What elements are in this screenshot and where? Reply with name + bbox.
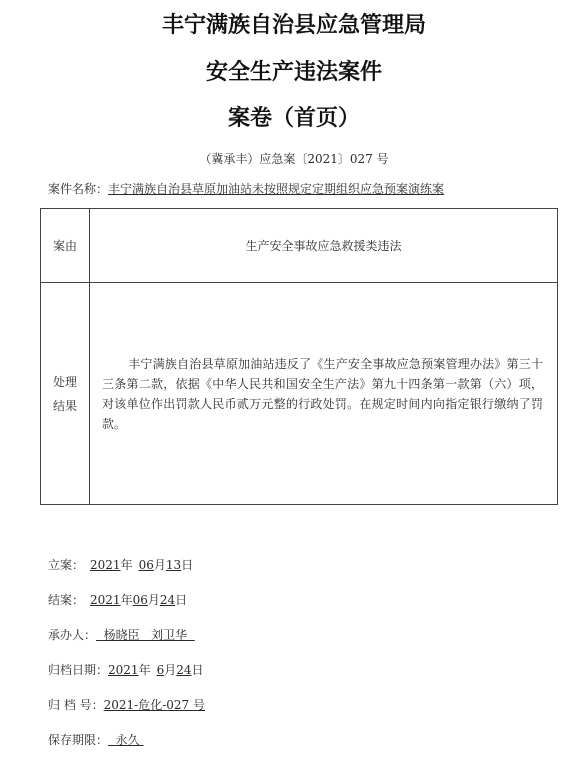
filing-year-unit: 年 bbox=[120, 558, 133, 572]
retention-value-wrap bbox=[108, 733, 143, 747]
filing-day-unit: 日 bbox=[181, 558, 194, 572]
closing-year: 2021 bbox=[90, 593, 121, 607]
closing-day: 24 bbox=[159, 593, 176, 607]
doc-type-title: 安全生产违法案件 bbox=[205, 60, 382, 85]
filing-month: 06 bbox=[138, 558, 154, 572]
filing-date-row bbox=[48, 556, 193, 573]
archive-day-unit: 日 bbox=[191, 663, 204, 677]
archive-date-row bbox=[48, 661, 204, 678]
handler-label: 承办人： bbox=[48, 628, 97, 642]
result-text: 丰宁满族自治县草原加油站违反了《生产安全事故应急预案管理办法》第三十三条第二款，依据《中华人民共和国安全生产法》第九十四条第一款第（六）项，对该单位作出罚款人民币贰万元整的行政处罚。在规定时间内向指定银行缴纳了罚款。 bbox=[102, 356, 543, 431]
case-table bbox=[40, 208, 558, 505]
reason-value: 生产安全事故应急救援类违法 bbox=[90, 209, 558, 283]
closing-year-unit: 年 bbox=[120, 593, 133, 607]
result-row bbox=[41, 283, 558, 505]
filing-month-unit: 月 bbox=[153, 558, 166, 572]
retention-row bbox=[48, 731, 144, 748]
archive-day: 24 bbox=[176, 663, 192, 677]
archive-number-row bbox=[48, 696, 205, 713]
retention-label: 保存期限： bbox=[48, 733, 109, 747]
closing-month: 06 bbox=[132, 593, 148, 607]
document-number: （冀承丰）应急案〔2021〕027 号 bbox=[199, 152, 389, 166]
page-title: 案卷（首页） bbox=[227, 106, 360, 131]
archive-year-unit: 年 bbox=[138, 663, 151, 677]
filing-label: 立案： bbox=[48, 558, 85, 572]
archive-month-unit: 月 bbox=[164, 663, 177, 677]
archive-number-label: 归 档 号： bbox=[48, 698, 104, 712]
closing-day-unit: 日 bbox=[175, 593, 188, 607]
handler-name-2: 刘卫华 bbox=[151, 628, 188, 642]
result-label-line-1: 处理 bbox=[52, 374, 77, 389]
filing-year: 2021 bbox=[90, 558, 121, 572]
closing-label: 结案： bbox=[48, 593, 85, 607]
archive-date-label: 归档日期： bbox=[48, 663, 109, 677]
archive-month: 6 bbox=[156, 663, 165, 677]
case-name-label: 案件名称： bbox=[48, 182, 109, 196]
archive-year: 2021 bbox=[108, 663, 139, 677]
reason-label: 案由 bbox=[41, 209, 90, 283]
reason-row bbox=[41, 209, 558, 283]
case-name-row bbox=[48, 180, 444, 197]
handler-name-1: 杨晓臣 bbox=[103, 628, 140, 642]
retention-value: 永久 bbox=[115, 733, 140, 747]
handler-names bbox=[96, 628, 195, 642]
case-name-value: 丰宁满族自治县草原加油站未按照规定定期组织应急预案演练案 bbox=[108, 182, 445, 196]
result-label bbox=[41, 283, 90, 505]
closing-date-row bbox=[48, 591, 187, 608]
result-text-cell bbox=[90, 283, 558, 505]
closing-month-unit: 月 bbox=[147, 593, 160, 607]
result-label-line-2: 结果 bbox=[52, 398, 77, 413]
handler-row bbox=[48, 626, 195, 643]
filing-day: 13 bbox=[165, 558, 182, 572]
archive-number-value: 2021-危化-027 号 bbox=[103, 698, 206, 712]
org-title: 丰宁满族自治县应急管理局 bbox=[161, 13, 426, 38]
